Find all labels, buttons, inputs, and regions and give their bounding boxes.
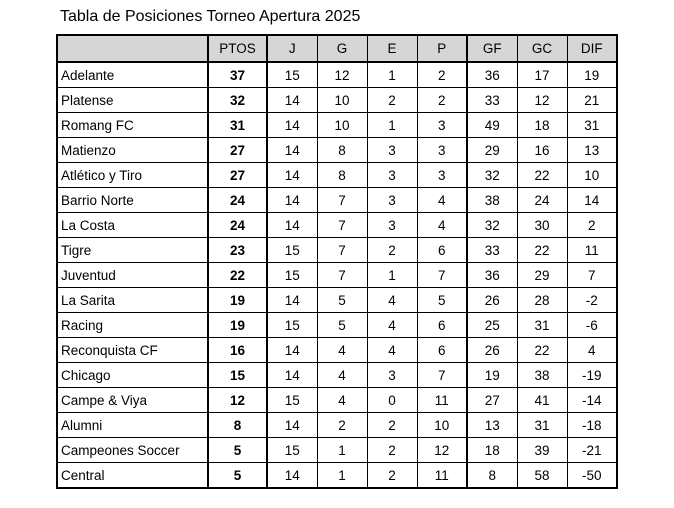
stat-cell-j: 14 <box>267 163 317 188</box>
stat-cell-dif: -50 <box>567 463 617 489</box>
table-row <box>57 62 617 88</box>
stat-cell-gc: 31 <box>517 413 567 438</box>
stat-cell-g: 4 <box>317 363 367 388</box>
stat-cell-gc: 31 <box>517 313 567 338</box>
stat-cell-p: 10 <box>417 413 467 438</box>
stat-cell-gc: 22 <box>517 338 567 363</box>
stat-cell-j: 14 <box>267 413 317 438</box>
stat-cell-pts: 8 <box>208 413 267 438</box>
team-name-cell: Platense <box>57 88 208 113</box>
stat-cell-j: 14 <box>267 288 317 313</box>
stat-cell-g: 5 <box>317 288 367 313</box>
stat-cell-gf: 29 <box>467 138 517 163</box>
stat-cell-p: 3 <box>417 138 467 163</box>
stat-cell-gc: 29 <box>517 263 567 288</box>
team-name-cell: Adelante <box>57 62 208 88</box>
stat-cell-dif: 11 <box>567 238 617 263</box>
stat-cell-e: 4 <box>367 338 417 363</box>
team-name-cell: La Sarita <box>57 288 208 313</box>
stat-cell-gf: 32 <box>467 213 517 238</box>
stat-cell-dif: -14 <box>567 388 617 413</box>
stat-cell-j: 14 <box>267 88 317 113</box>
table-row <box>57 213 617 238</box>
stat-cell-dif: 14 <box>567 188 617 213</box>
stat-cell-gc: 22 <box>517 238 567 263</box>
header-pts: PTOS <box>208 35 267 62</box>
team-name-cell: La Costa <box>57 213 208 238</box>
header-dif: DIF <box>567 35 617 62</box>
stat-cell-e: 2 <box>367 88 417 113</box>
table-row <box>57 238 617 263</box>
stat-cell-p: 4 <box>417 213 467 238</box>
stat-cell-p: 7 <box>417 363 467 388</box>
stat-cell-pts: 31 <box>208 113 267 138</box>
stat-cell-e: 1 <box>367 113 417 138</box>
stat-cell-g: 8 <box>317 163 367 188</box>
stat-cell-pts: 19 <box>208 288 267 313</box>
table-row <box>57 438 617 463</box>
stat-cell-j: 15 <box>267 438 317 463</box>
stat-cell-p: 6 <box>417 338 467 363</box>
stat-cell-g: 5 <box>317 313 367 338</box>
stat-cell-j: 14 <box>267 113 317 138</box>
team-name-cell: Barrio Norte <box>57 188 208 213</box>
stat-cell-e: 3 <box>367 363 417 388</box>
stat-cell-j: 14 <box>267 463 317 489</box>
stat-cell-gc: 12 <box>517 88 567 113</box>
stat-cell-gc: 30 <box>517 213 567 238</box>
stat-cell-e: 2 <box>367 438 417 463</box>
stat-cell-dif: -2 <box>567 288 617 313</box>
stat-cell-g: 4 <box>317 338 367 363</box>
table-row <box>57 363 617 388</box>
team-name-cell: Matienzo <box>57 138 208 163</box>
stat-cell-g: 7 <box>317 213 367 238</box>
stat-cell-g: 4 <box>317 388 367 413</box>
stat-cell-g: 2 <box>317 413 367 438</box>
stat-cell-p: 11 <box>417 388 467 413</box>
stat-cell-j: 14 <box>267 363 317 388</box>
stat-cell-gf: 26 <box>467 288 517 313</box>
stat-cell-gc: 39 <box>517 438 567 463</box>
stat-cell-gf: 25 <box>467 313 517 338</box>
stat-cell-p: 3 <box>417 163 467 188</box>
stat-cell-p: 4 <box>417 188 467 213</box>
stat-cell-g: 10 <box>317 88 367 113</box>
stat-cell-pts: 23 <box>208 238 267 263</box>
stat-cell-j: 14 <box>267 188 317 213</box>
stat-cell-pts: 22 <box>208 263 267 288</box>
stat-cell-e: 3 <box>367 163 417 188</box>
stat-cell-dif: 19 <box>567 62 617 88</box>
stat-cell-gf: 49 <box>467 113 517 138</box>
stat-cell-e: 1 <box>367 263 417 288</box>
standings-table <box>56 34 618 489</box>
stat-cell-gc: 41 <box>517 388 567 413</box>
team-name-cell: Racing <box>57 313 208 338</box>
page-title: Tabla de Posiciones Torneo Apertura 2025 <box>60 8 361 25</box>
stat-cell-dif: -19 <box>567 363 617 388</box>
stat-cell-j: 15 <box>267 62 317 88</box>
stat-cell-gf: 19 <box>467 363 517 388</box>
stat-cell-g: 7 <box>317 188 367 213</box>
stat-cell-gf: 18 <box>467 438 517 463</box>
stat-cell-p: 2 <box>417 62 467 88</box>
stat-cell-dif: 7 <box>567 263 617 288</box>
stat-cell-gf: 33 <box>467 88 517 113</box>
stat-cell-e: 2 <box>367 463 417 489</box>
stat-cell-pts: 19 <box>208 313 267 338</box>
stat-cell-gc: 18 <box>517 113 567 138</box>
stat-cell-gf: 33 <box>467 238 517 263</box>
table-row <box>57 338 617 363</box>
stat-cell-gc: 24 <box>517 188 567 213</box>
team-name-cell: Central <box>57 463 208 489</box>
team-name-cell: Tigre <box>57 238 208 263</box>
team-name-cell: Campe & Viya <box>57 388 208 413</box>
stat-cell-e: 3 <box>367 138 417 163</box>
table-row <box>57 88 617 113</box>
stat-cell-j: 14 <box>267 138 317 163</box>
stat-cell-p: 6 <box>417 313 467 338</box>
table-row <box>57 288 617 313</box>
stat-cell-pts: 15 <box>208 363 267 388</box>
header-team <box>57 35 208 62</box>
stat-cell-g: 7 <box>317 238 367 263</box>
table-row <box>57 413 617 438</box>
stat-cell-e: 3 <box>367 213 417 238</box>
table-row <box>57 263 617 288</box>
header-g: G <box>317 35 367 62</box>
stat-cell-dif: 31 <box>567 113 617 138</box>
stat-cell-gf: 26 <box>467 338 517 363</box>
stat-cell-j: 14 <box>267 338 317 363</box>
table-row <box>57 188 617 213</box>
team-name-cell: Romang FC <box>57 113 208 138</box>
stat-cell-gf: 32 <box>467 163 517 188</box>
stat-cell-p: 3 <box>417 113 467 138</box>
stat-cell-gf: 13 <box>467 413 517 438</box>
stat-cell-pts: 16 <box>208 338 267 363</box>
stat-cell-pts: 24 <box>208 213 267 238</box>
stat-cell-gc: 38 <box>517 363 567 388</box>
table-row <box>57 313 617 338</box>
stat-cell-g: 1 <box>317 438 367 463</box>
stat-cell-p: 6 <box>417 238 467 263</box>
header-gf: GF <box>467 35 517 62</box>
stat-cell-gf: 36 <box>467 263 517 288</box>
stat-cell-gc: 22 <box>517 163 567 188</box>
stat-cell-gc: 58 <box>517 463 567 489</box>
table-row <box>57 388 617 413</box>
stat-cell-dif: 4 <box>567 338 617 363</box>
stat-cell-e: 0 <box>367 388 417 413</box>
stat-cell-gc: 17 <box>517 62 567 88</box>
stat-cell-e: 2 <box>367 413 417 438</box>
stat-cell-p: 11 <box>417 463 467 489</box>
stat-cell-pts: 5 <box>208 438 267 463</box>
stat-cell-g: 7 <box>317 263 367 288</box>
header-gc: GC <box>517 35 567 62</box>
team-name-cell: Alumni <box>57 413 208 438</box>
team-name-cell: Chicago <box>57 363 208 388</box>
stat-cell-dif: 2 <box>567 213 617 238</box>
stat-cell-e: 4 <box>367 288 417 313</box>
header-row <box>57 35 617 62</box>
stat-cell-dif: 13 <box>567 138 617 163</box>
stat-cell-pts: 37 <box>208 62 267 88</box>
stat-cell-e: 4 <box>367 313 417 338</box>
team-name-cell: Reconquista CF <box>57 338 208 363</box>
stat-cell-j: 15 <box>267 388 317 413</box>
stat-cell-dif: -6 <box>567 313 617 338</box>
table-row <box>57 463 617 489</box>
stat-cell-g: 1 <box>317 463 367 489</box>
stat-cell-pts: 5 <box>208 463 267 489</box>
stat-cell-dif: 10 <box>567 163 617 188</box>
stat-cell-j: 15 <box>267 313 317 338</box>
header-p: P <box>417 35 467 62</box>
stat-cell-pts: 32 <box>208 88 267 113</box>
stat-cell-gf: 38 <box>467 188 517 213</box>
stat-cell-g: 8 <box>317 138 367 163</box>
stat-cell-gc: 16 <box>517 138 567 163</box>
stat-cell-dif: -21 <box>567 438 617 463</box>
stat-cell-dif: -18 <box>567 413 617 438</box>
stat-cell-g: 12 <box>317 62 367 88</box>
stat-cell-dif: 21 <box>567 88 617 113</box>
stat-cell-gc: 28 <box>517 288 567 313</box>
stat-cell-pts: 24 <box>208 188 267 213</box>
stat-cell-e: 3 <box>367 188 417 213</box>
team-name-cell: Atlético y Tiro <box>57 163 208 188</box>
table-row <box>57 163 617 188</box>
stat-cell-j: 14 <box>267 213 317 238</box>
stat-cell-p: 7 <box>417 263 467 288</box>
team-name-cell: Campeones Soccer <box>57 438 208 463</box>
stat-cell-p: 5 <box>417 288 467 313</box>
team-name-cell: Juventud <box>57 263 208 288</box>
stat-cell-j: 15 <box>267 263 317 288</box>
stat-cell-gf: 36 <box>467 62 517 88</box>
stat-cell-e: 1 <box>367 62 417 88</box>
stat-cell-gf: 27 <box>467 388 517 413</box>
table-row <box>57 113 617 138</box>
stat-cell-j: 15 <box>267 238 317 263</box>
header-e: E <box>367 35 417 62</box>
stat-cell-gf: 8 <box>467 463 517 489</box>
stat-cell-e: 2 <box>367 238 417 263</box>
table-row <box>57 138 617 163</box>
stat-cell-pts: 27 <box>208 138 267 163</box>
header-j: J <box>267 35 317 62</box>
stat-cell-p: 12 <box>417 438 467 463</box>
stat-cell-g: 10 <box>317 113 367 138</box>
stat-cell-p: 2 <box>417 88 467 113</box>
stat-cell-pts: 12 <box>208 388 267 413</box>
stat-cell-pts: 27 <box>208 163 267 188</box>
